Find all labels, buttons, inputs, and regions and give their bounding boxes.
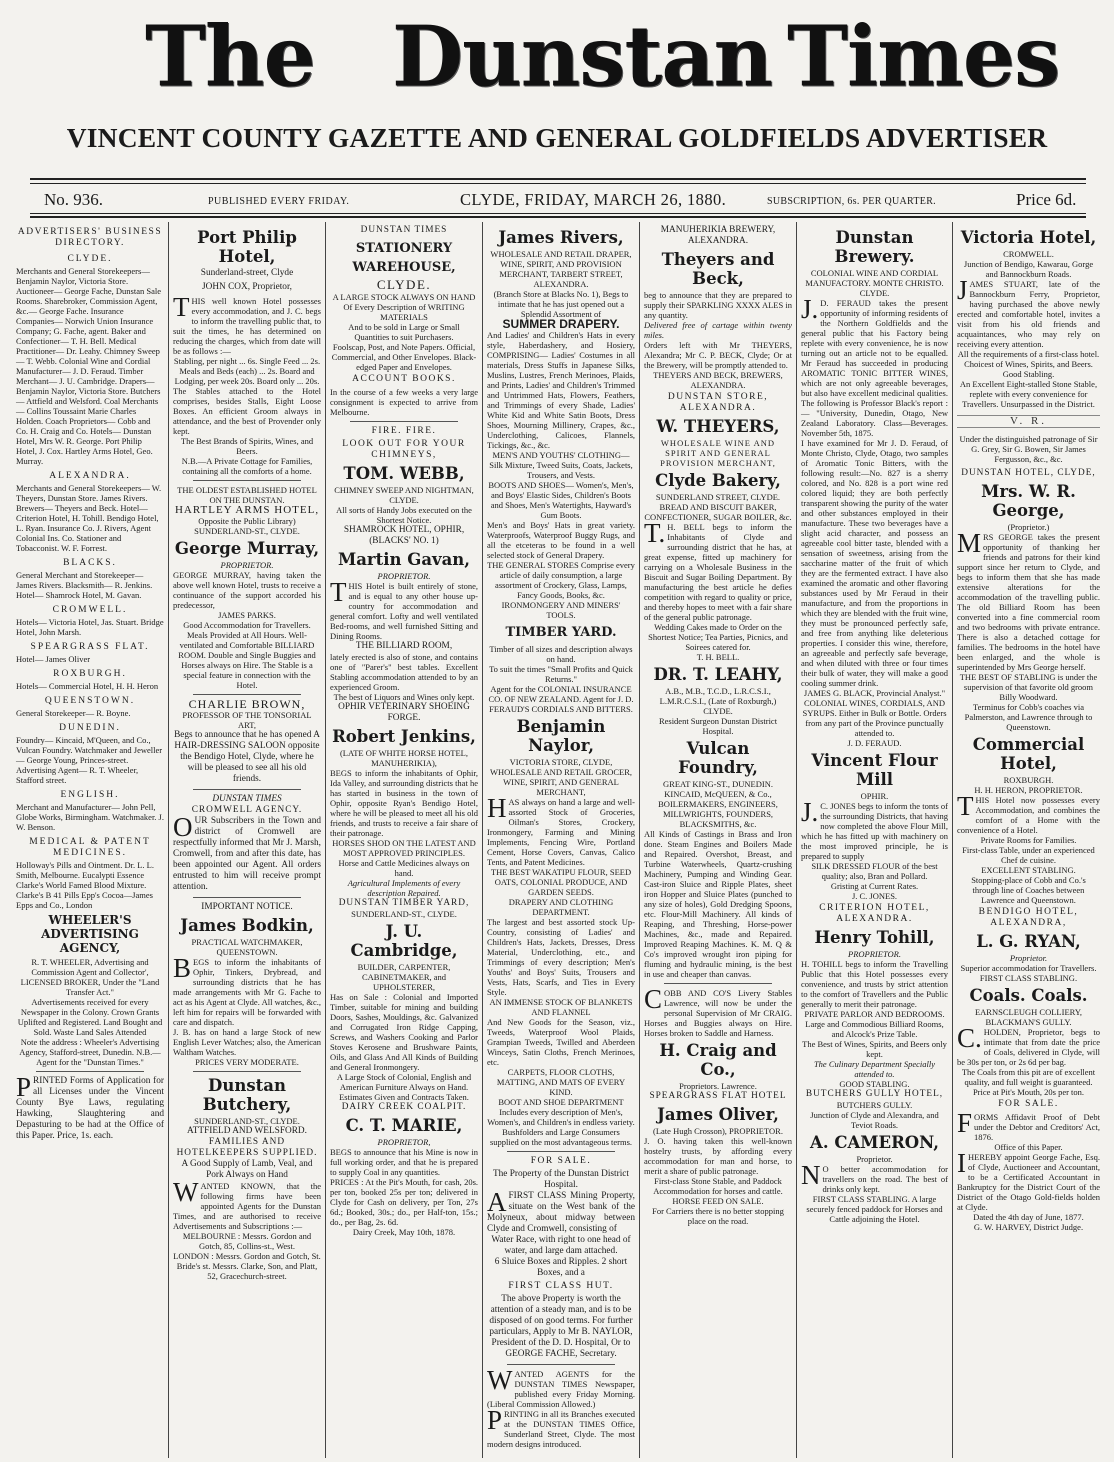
benjamin-naylor-drapery: DRAPERY AND CLOTHING DEPARTMENT. bbox=[508, 897, 614, 917]
w-theyers-sub: WHOLESALE WINE AND SPIRIT AND GENERAL PROVISION MERCHANT, bbox=[660, 438, 776, 468]
h-craig-prop: Proprietors. Lawrence. bbox=[679, 1081, 757, 1091]
commercial-hotel-title: Commercial Hotel, bbox=[972, 735, 1085, 773]
dr-leahy-title: DR. T. LEAHY, bbox=[653, 665, 783, 684]
directory-clyde: Merchants and General Storekeepers— Benjamin Naylor, Victoria Store. Auctioneer— George Fache, Dunstan Sale Rooms. Sharebroker, Commission Agent, &c.— George Fache. Insurance Companies— Norwich Union Insurance Company; G. Fache, agent. Baker and Confectioner— T. H. Bell. Medical Practitioner— Dr. Leahy. Chimney Sweep— T. Webb. Colonial Wine and Cordial Manufacturer— J. D. Feraud. Timber Merchant— J. U. Cambridge. Drapers— Benjamin Naylor, Victoria Store. Butchers— Attfield and Welsford. Coal Merchants— Collins Toussaint Marie Charles Holden. Coach Proprietors— Cobb and Co. H. Craig and Co. Hotels— Dunstan Hotel, Mrs W. R. George. Port Philip Hotel, J. Cox. Hartley Arms Hotel, Geo. Murray. bbox=[16, 266, 162, 466]
henry-tohill-text-3: Large and Commodious Billiard Rooms, and Alcock's Prize Table. bbox=[805, 1019, 944, 1039]
dunstan-times-head: DUNSTAN TIMES bbox=[360, 225, 448, 235]
issue-date: CLYDE, FRIDAY, MARCH 26, 1880. bbox=[460, 190, 727, 209]
for-sale-title: FOR SALE. bbox=[530, 1156, 592, 1166]
clyde-bakery-text-2: T.H. BELL begs to inform the Inhabitants of Clyde and surrounding district that he has, at great expense, fitted up machinery for carrying on a Wholesale Business in the Biscuit and Sugar Boiling Department. By manufacturing the best article he defies competition with regard to quality or price, and thereby hopes to meet with a fair share of the general public patronage. bbox=[644, 518, 792, 622]
ryan-title: L. G. RYAN, bbox=[976, 932, 1081, 951]
stationery-text: A LARGE STOCK ALWAYS ON HAND Of Every Description of WRITING MATERIALS bbox=[332, 292, 476, 322]
royal-patronage: Under the distinguished patronage of Sir G. Grey, Sir G. Bowen, Sir James Fergusson, &c., &c. bbox=[959, 434, 1098, 464]
james-oliver-title: James Oliver, bbox=[657, 1105, 779, 1124]
james-rivers-text-2: And Ladies' and Children's Hats in every style, Haberdashery, and Hosiery, COMPRISING— Ladies' Costumes in all materials, Dress Stuffs in Japanese Silks, Muslins, Lustres, French Merinoes, Plaids, and Prints, Ladies' and Children's Trimmed and Untrimmed Hats, Flowers, Feathers, and Trimmings of every Shade, Ladies' White Kid and White Satin Boots, Dress Shoes, Mourning Millinery, Crapes, &c., Underclothing, Calicoes, Flannels, Tickings, &c., &c. bbox=[487, 330, 635, 450]
martin-gavan-text: THIS Hotel is built entirely of stone, and is equal to any other house up-country for accommodation and general comfort. Lofty and well ventilated Bed-rooms, and well furnished Sitting and Dining Rooms. bbox=[330, 577, 478, 641]
charlie-brown-text: Begs to announce that he has opened A HAIR-DRESSING SALOON opposite the Bendigo Hotel, Clyde, where he will be pleased to see all his old friends. bbox=[174, 730, 320, 784]
manuherikia-brewery: MANUHERIKIA BREWERY, ALEXANDRA. bbox=[660, 225, 776, 246]
divider bbox=[664, 983, 772, 984]
benjamin-naylor-text: HAS always on hand a large and well-assorted Stock of Groceries, Oilman's Stores, Crockery, Ironmongery, Farming and Mining Implements, Fencing Wire, Portland Cement, Horse Covers, Canvas, Calico Tents, and Patent Medicines. bbox=[487, 793, 635, 867]
for-sale-text-5: The above Property is worth the attention of a steady man, and is to be disposed of on good terms. For further particulars, Apply to Mr B. NAYLOR, President of the D. D. Hospital, Or to GEORGE FACHE, Secretary. bbox=[489, 1294, 633, 1359]
henry-tohill-text-4: The Best of Wines, Spirits, and Beers only kept. bbox=[802, 1039, 947, 1059]
clyde-bakery-text: BREAD AND BISCUIT BAKER, CONFECTIONER, SUGAR BOILER, &c. bbox=[644, 502, 792, 522]
town-english: ENGLISH. bbox=[60, 790, 120, 800]
earnscleugh-text-2: The Coals from this pit are of excellent quality, and full weight is guaranteed. bbox=[961, 1067, 1096, 1087]
henry-tohill-prop: PROPRIETOR. bbox=[848, 949, 901, 959]
masthead-word-dunstan: Dunstan bbox=[392, 8, 773, 106]
port-philip-text: THIS well known Hotel possesses every accommodation, and J. C. begs to inform the travelling public that, to suit the times, he has determined on reducing the charges, which from date will be as follows :— bbox=[173, 292, 321, 356]
hartley-header: THE OLDEST ESTABLISHED HOTEL ON THE DUNSTAN. bbox=[177, 485, 317, 505]
account-books: ACCOUNT BOOKS. bbox=[352, 374, 456, 384]
dunstan-butchery-title: Dunstan Butchery, bbox=[202, 1076, 292, 1114]
henry-tohill-text-6: GOOD STABLING. bbox=[839, 1079, 910, 1089]
vincent-flour-mill-sub: OPHIR. bbox=[860, 791, 889, 801]
dunstan-butchery-families: FAMILIES AND HOTELKEEPERS SUPPLIED. bbox=[176, 1137, 318, 1158]
clyde-bakery-sign: T. H. BELL. bbox=[696, 652, 740, 662]
clyde-bakery-text-3: Wedding Cakes made to Order on the Shortest Notice; Tea Parties, Picnics, and Soirees catered for. bbox=[648, 622, 788, 652]
theyers-beck-text: beg to announce that they are prepared to supply their SPARKLING XXXX ALES in any quantity. bbox=[644, 290, 792, 320]
dunstan-brewery-text: J.D. FERAUD takes the present opportunity of informing residents of the Northern Goldfields and the general public that his Factory being replete with every convenience, he is now turning out an article not to be equalled. Mr Feraud has succeeded in producing AROMATIC TONIC BITTER WINES, which are not only agreeable beverages, but also have excellent medicinal qualities. The following is Professor Black's report :— "University, Dunedin, Otago, New Zealand Laboratory. Class—Beverages. November 5th, 1875. bbox=[801, 294, 948, 438]
mrs-george-title: Mrs. W. R. George, bbox=[981, 482, 1076, 520]
james-rivers-agent: Agent for the COLONIAL INSURANCE CO. OF NEW ZEALAND. Agent for J. D. FERAUD'S CORDIALS AND BITTERS. bbox=[488, 684, 634, 714]
robert-jenkins-text-2: HORSES SHOD ON THE LATEST AND MOST APPROVED PRINCIPLES. bbox=[332, 838, 476, 858]
for-sale-forms-text-2: Office of this Paper. bbox=[994, 1142, 1063, 1152]
royal-crest-icon: V. R. bbox=[957, 415, 1100, 428]
benjamin-naylor-title: Benjamin Naylor, bbox=[516, 717, 606, 755]
dunstan-brewery-title: Dunstan Brewery. bbox=[834, 228, 915, 266]
commercial-hotel-text-3: First-class Table, under an experienced Chef de cuisine. bbox=[962, 845, 1095, 865]
dr-leahy-sub: A.B., M.B., T.C.D., L.R.C.S.I., L.M.R.C.S.I., (Late of Roxburgh,) CLYDE. bbox=[659, 686, 777, 716]
james-oliver-text-2: First-class Stone Stable, and Paddock Accommodation for horses and cattle. bbox=[653, 1176, 783, 1196]
benjamin-naylor-boots: BOOT AND SHOE DEPARTMENT Includes every description of Men's, Women's, and Children's in endless variety. bbox=[487, 1097, 635, 1127]
james-rivers-text-4: Timber of all sizes and description always on hand. bbox=[489, 644, 633, 664]
marie-sign: Dairy Creek, May 10th, 1878. bbox=[352, 1227, 456, 1237]
dunstan-hotel-title: DUNSTAN HOTEL, CLYDE, bbox=[961, 468, 1096, 478]
licensed-broker: LICENSED BROKER, Under the "Land Transfer Act." bbox=[20, 977, 160, 997]
directory-english: Merchant and Manufacturer— John Pell, Globe Works, Birmingham. Watchmaker. J. W. Benson. bbox=[16, 802, 164, 832]
henry-tohill-title: Henry Tohill, bbox=[814, 928, 935, 947]
directory-queenstown: General Storekeeper— R. Boyne. bbox=[16, 708, 131, 718]
masthead-word-the: The bbox=[145, 8, 315, 106]
important-notice: IMPORTANT NOTICE. bbox=[201, 902, 293, 912]
dr-leahy-text: Resident Surgeon Dunstan District Hospital. bbox=[658, 716, 778, 736]
james-bodkin-watches: J. B. has on hand a large Stock of new English Lever Watches; also, the American Waltham Watches. bbox=[173, 1027, 321, 1057]
commercial-hotel-prop: H. H. HERON, PROPRIETOR. bbox=[974, 785, 1083, 795]
wheeler-text: R. T. WHEELER, Advertising and Commission Agent and Collector', bbox=[31, 957, 149, 977]
earnscleugh-text-3: Price at Pit's Mouth, 20s per ton. bbox=[972, 1087, 1085, 1097]
commercial-hotel-text: THIS Hotel now possesses every Accommodation, and combines the comfort of a Home with the convenience of a Hotel. bbox=[957, 791, 1100, 835]
james-bodkin-prices: PRICES VERY MODERATE. bbox=[195, 1057, 299, 1067]
george-murray-proprietor: PROPRIETOR. bbox=[220, 560, 274, 570]
benjamin-naylor-sub: VICTORIA STORE, CLYDE, WHOLESALE AND RETAIL GROCER, WINE, SPIRIT, AND GENERAL MERCHANT, bbox=[489, 757, 633, 797]
vulcan-foundry-text: KINCAID, McQUEEN, & Co., BOILERMAKERS, ENGINEERS, MILLWRIGHTS, FOUNDERS, BLACKSMITHS, &c. bbox=[658, 789, 778, 829]
vincent-flour-mill-text-3: Gristing at Current Rates. bbox=[830, 881, 919, 891]
printing-notice: PRINTING in all its Branches executed at the DUNSTAN TIMES Office, Sunderland Street, Clyde. The most modern designs introduced. bbox=[487, 1405, 635, 1449]
town-cromwell: CROMWELL. bbox=[52, 605, 128, 615]
commercial-hotel-sub: ROXBURGH. bbox=[1003, 775, 1054, 785]
stationery-text-4: In the course of a few weeks a very large consignment is expected to arrive from Melbourne. bbox=[330, 387, 478, 417]
dunstan-butchery-names: ATTFIELD AND WELSFORD. bbox=[187, 1126, 307, 1136]
martin-gavan-text-2: lately erected is also of stone, and contains one of "Parer's" best tables. Excellent Stabling accommodation attended to by an experienced Groom. bbox=[330, 652, 478, 692]
speargrass-hotel-title: SPEARGRASS FLAT HOTEL bbox=[649, 1091, 787, 1101]
page-columns bbox=[12, 222, 1104, 1458]
james-oliver-sub: (Late Hugh Crosson), PROPRIETOR. bbox=[653, 1126, 783, 1136]
charlie-brown-title: CHARLIE BROWN, bbox=[188, 697, 306, 711]
henry-tohill-text: H. TOHILL begs to inform the Travelling Public that this Hotel possesses every convenience, and trusts by strict attention to the comfort of Travellers and the Public generally to merit their patronage. bbox=[801, 959, 948, 1009]
earnscleugh-sub: BLACKMAN'S GULLY. bbox=[985, 1017, 1072, 1027]
divider bbox=[193, 897, 301, 898]
port-philip-rates: Stabling, per night ... 6s. Single Feed ... 2s. Meals and Beds (each) ... 2s. Board and Lodging, per week 20s. Board only ... 20s. bbox=[173, 356, 321, 386]
a-cameron-prop: Proprietor. bbox=[856, 1154, 893, 1164]
james-bodkin-title: James Bodkin, bbox=[180, 916, 314, 935]
martin-gavan-title: Martin Gavan, bbox=[337, 550, 471, 569]
robert-jenkins-sub: (LATE OF WHITE HORSE HOTEL, MANUHERIKIA), bbox=[339, 748, 469, 768]
masthead-subtitle: VINCENT COUNTY GAZETTE AND GENERAL GOLDFIELDS ADVERTISER bbox=[66, 122, 1048, 153]
dairy-creek-title: DAIRY CREEK COALPIT. bbox=[341, 1102, 467, 1112]
for-sale-forms-text: FORMS Affidavit Proof of Debt under the Debtor and Creditors' Act, 1876. bbox=[957, 1108, 1100, 1142]
commercial-hotel-text-4: EXCELLENT STABLING. bbox=[981, 865, 1076, 875]
james-rivers-text: (Branch Store at Blacks No. 1), Begs to intimate that he has just opened out a Splendid Assortment of bbox=[493, 289, 629, 319]
port-philip-brands: The Best Brands of Spirits, Wines, and Beers. bbox=[180, 436, 314, 456]
port-philip-address: Sunderland-street, Clyde bbox=[200, 268, 294, 278]
james-rivers-stores: THE GENERAL STORES Comprise every article of daily consumption, a large assortment of Crockery, Glass, Lamps, Fancy Goods, Books, &c. IRONMONGERY AND MINERS' TOOLS. bbox=[487, 560, 635, 620]
theyers-beck-title: Theyers and Beck, bbox=[661, 250, 775, 288]
vulcan-foundry-title: Vulcan Foundry, bbox=[678, 739, 758, 777]
column-4 bbox=[483, 222, 639, 1458]
fache-appointment: IHEREBY appoint George Fache, Esq. of Clyde, Auctioneer and Accountant, to be a Certificated Accountant in Bankruptcy for the District Court of the District of the Otago Gold-fields holden at Clyde. bbox=[957, 1148, 1100, 1212]
cambridge-text: Has on Sale : Colonial and Imported Timber, suitable for mining and building Doors, Sashes, Mouldings, &c. Galvanized and Corrugated Iron Ridge Capping, Screws, and Washers Cooking and Parlor Stoves Kerosene and Brushware Paints, Oils, and Glass And All Kinds of Building and General Ironmongery. bbox=[330, 992, 478, 1072]
hartley-address: Opposite the Public Library) SUNDERLAND-ST., CLYDE. bbox=[194, 516, 300, 536]
butchers-gully-sub: BUTCHERS GULLY. bbox=[836, 1100, 913, 1110]
ryan-text-2: FIRST CLASS STABLING. bbox=[979, 973, 1078, 983]
column-7 bbox=[953, 222, 1104, 1458]
vulcan-foundry-address: GREAT KING-ST., DUNEDIN. bbox=[663, 779, 773, 789]
divider bbox=[507, 1364, 615, 1365]
commercial-hotel-text-2: Private Rooms for Families. bbox=[980, 835, 1077, 845]
tom-webb-title: TOM. WEBB, bbox=[343, 464, 465, 483]
directory-medical: Holloway's Pills and Ointment. Dr. L. L. Smith, Melbourne. Eucalypti Essence Clarke's World Famed Blood Mixture. Clarke's B 41 Pills Epp's Cocoa—James Epps and Co., London bbox=[16, 860, 154, 910]
benjamin-naylor-carpets: CARPETS, FLOOR CLOTHS, MATTING, AND MATS OF EVERY KIND. bbox=[496, 1067, 626, 1097]
stationery-title: STATIONERY WAREHOUSE, bbox=[352, 241, 456, 275]
town-alexandra: ALEXANDRA. bbox=[49, 471, 131, 481]
town-blacks: BLACKS. bbox=[63, 558, 117, 568]
shamrock-hotel: SHAMROCK HOTEL, OPHIR, (BLACKS' NO. 1) bbox=[343, 525, 465, 546]
directory-blacks: General Merchant and Storekeeper— James Rivers. Blacksmith— R. Jenkins. Hotel— Shamrock Hotel, M. Gavan. bbox=[16, 570, 153, 600]
vincent-flour-mill-text-2: SILK DRESSED FLOUR of the best quality; also, Bran and Pollard. bbox=[811, 861, 938, 881]
port-philip-cottage: N.B.—A Private Cottage for Families, containing all the comforts of a home. bbox=[181, 456, 313, 476]
dunstan-butchery-address: SUNDERLAND-ST., CLYDE. bbox=[194, 1116, 300, 1126]
marie-text: BEGS to announce that his Mine is now in full working order, and that he is prepared to supply Coal in any quantities. bbox=[330, 1147, 478, 1177]
fache-appointment-date: Dated the 4th day of June, 1877. bbox=[973, 1212, 1084, 1222]
masthead-word-times: Times bbox=[787, 8, 1060, 106]
stationery-text-2: And to be sold in Large or Small Quantities to suit Purchasers. bbox=[348, 322, 460, 342]
cambridge-title: J. U. Cambridge, bbox=[350, 922, 458, 960]
benjamin-naylor-text-2: The largest and best assorted stock Up-Country, consisting of Ladies' and Children's Hats, Jackets, Dresses, Dress Material, Underclothing, etc., and Trimmings of every description; Men's Youths' and Boys' Suits, Trousers and Vests, Hats, Scarfs, and Ties in Every Style. bbox=[487, 917, 635, 997]
coals-title: Coals. Coals. bbox=[969, 986, 1088, 1005]
dunstan-store: DUNSTAN STORE, ALEXANDRA. bbox=[667, 392, 769, 413]
ryan-prop: Proprietor. bbox=[1009, 953, 1048, 963]
marie-prices: PRICES : At the Pit's Mouth, for cash, 20s. per ton, booked 25s per ton; delivered in Clyde for Cash on delivery, per Ton, 27s 6d.; Booked, 30s.; do., per Half-ton, 15s.; do., per Bag, 2s. 6d. bbox=[330, 1177, 478, 1227]
henry-tohill-text-5: The Culinary Department Specially attended to. bbox=[813, 1059, 936, 1079]
henry-tohill-text-2: PRIVATE PARLOR AND BEDROOMS. bbox=[804, 1009, 945, 1019]
hartley-services: Good Accommodation for Travellers. Meals Provided at All Hours. Well-ventilated and Comfortable BILLIARD ROOM. Double and Single Buggies and Horses always on Hire. The Stable is a special feature in connection with the Hotel. bbox=[178, 620, 316, 690]
vincent-flour-mill-text: J.C. JONES begs to inform the tonts of the surrounding Districts, that having now completed the above Flour Mill, which he has fitted up with machinery on the most improved principle, he is prepared to supply bbox=[801, 797, 948, 861]
port-philip-stables: The Stables attached to the Hotel comprises, besides Stalls, Eight Loose Boxes. An efficient Groom always in attendance, and the best of Provender only kept. bbox=[173, 386, 321, 436]
billiard-room: THE BILLIARD ROOM, bbox=[355, 641, 453, 651]
james-bodkin-sub: PRACTICAL WATCHMAKER, QUEENSTOWN. bbox=[191, 937, 303, 957]
james-oliver-text-4: For Carriers there is no better stopping place on the road. bbox=[652, 1206, 784, 1226]
town-speargrass: SPEARGRASS FLAT. bbox=[30, 642, 150, 652]
vincent-flour-mill-sign: J. C. JONES. bbox=[851, 891, 898, 901]
victoria-hotel-title: Victoria Hotel, bbox=[960, 228, 1097, 247]
look-out: LOOK OUT FOR YOUR CHIMNEYS, bbox=[342, 439, 466, 460]
cambridge-text-3: Estimates Given and Contracts Taken. bbox=[339, 1092, 469, 1102]
first-class-hut: FIRST CLASS HUT. bbox=[508, 1281, 614, 1291]
column-directory bbox=[12, 222, 168, 1458]
masthead bbox=[0, 0, 1114, 110]
theyers-beck-text-3: Orders left with Mr THEYERS, Alexandra; Mr C. P. BECK, Clyde; Or at the Brewery, will be promptly attended to. bbox=[644, 340, 792, 370]
stationery-text-3: Foolscap, Post, and Note Papers. Official, Commercial, and Other Envelopes. Black-edged Paper and Envelopes. bbox=[331, 342, 477, 372]
mrs-george-text-3: Terminus for Cobb's coaches via Palmerston, and Lawrence through to Queenstown. bbox=[964, 702, 1093, 732]
fache-appointment-sign: G. W. HARVEY, District Judge. bbox=[973, 1222, 1084, 1232]
timber-yard-address: SUNDERLAND-ST., CLYDE. bbox=[351, 909, 457, 919]
dunstan-times-cromwell: DUNSTAN TIMES bbox=[212, 794, 282, 804]
victoria-hotel-sub: CROMWELL. bbox=[1003, 249, 1054, 259]
divider bbox=[193, 480, 301, 481]
directory-speargrass: Hotel— James Oliver bbox=[16, 654, 91, 664]
town-roxburgh: ROXBURGH. bbox=[53, 669, 127, 679]
charlie-brown-sub: PROFESSOR OF THE TONSORIAL ART, bbox=[182, 710, 312, 730]
james-parks: JAMES PARKS. bbox=[218, 610, 276, 620]
benjamin-naylor-text-4: Bushfolders and Large Consumers supplied on the most advantageous terms. bbox=[489, 1127, 633, 1147]
stationery-clyde: CLYDE. bbox=[376, 277, 432, 292]
for-sale-forms: FOR SALE. bbox=[998, 1099, 1059, 1109]
town-dunedin: DUNEDIN. bbox=[59, 723, 121, 733]
bottom-rule-thin bbox=[30, 213, 1086, 214]
port-philip-proprietor: JOHN COX, Proprietor, bbox=[201, 282, 292, 292]
divider bbox=[193, 1071, 301, 1072]
robert-jenkins-title: Robert Jenkins, bbox=[332, 727, 476, 746]
hartley-title: HARTLEY ARMS HOTEL, bbox=[174, 504, 320, 516]
divider bbox=[193, 694, 301, 695]
cromwell-agency-text: OUR Subscribers in the Town and district of Cromwell are respectfully informed that Mr J. Marsh, Cromwell, from and after this date, has been appointed our Agent. All orders entrusted to him will receive prompt attention. bbox=[173, 812, 321, 892]
vulcan-foundry-text-2: All Kinds of Castings in Brass and Iron done. Steam Engines and Boilers Made and Repaired. Overshot, Breast, and Turbine Waterwheels, Quartz-crushing Machinery, Pumping and Winding Gear. Cast-iron Sluice and Ripple Plates, sheet iron Hopper and Sluice Plates (punched to any size of holes), Gold Dredging Spoons, etc. Flour-Mill Machinery. All kinds of Reaping, and Threshing, Horse-power Machines, &c., made and Repaired. Improved Reaping Machines. K. M. Q & Co's improved wrought iron piping for fluming and hydraulic mining, is the best in use and cheaper than canvas. bbox=[644, 829, 792, 979]
dunstan-butchery-text: A Good Supply of Lamb, Veal, and Pork Always on Hand bbox=[181, 1159, 313, 1180]
james-oliver-text: J. O. having taken this well-known hostelry trusts, by affording every accommodation for man and horse, to merit a share of public patronage. bbox=[644, 1136, 792, 1176]
dunstan-brewery-sign-2: J. D. FERAUD. bbox=[847, 738, 902, 748]
top-rule-thin bbox=[30, 183, 1086, 184]
for-sale-text-3: Water Race, with right to one head of water, and large dam attached. bbox=[491, 1235, 631, 1256]
w-theyers-title: W. THEYERS, bbox=[656, 417, 780, 436]
ryan-text: Superior accommodation for Travellers. bbox=[960, 963, 1097, 973]
victoria-hotel-text-5: An Excellent Eight-stalled Stone Stable, replete with every convenience for Travellers. Unsurpassed in the District. bbox=[959, 379, 1098, 409]
james-rivers-boots: BOOTS AND SHOES— Women's, Men's, and Boys' Elastic Sides, Children's Boots and Shoes, Men's Watertights, Hayward's Gum Boots. bbox=[488, 480, 634, 520]
top-rule bbox=[30, 178, 1086, 180]
james-bodkin-text: BEGS to inform the inhabitants of Ophir, Tinkers, Drybread, and surrounding districts that he has made arrangements with Mr G. Fache to act as his Agent at Clyde. All watches, &c., left him for repairs will be forwarded with care and dispatch. bbox=[173, 953, 321, 1027]
commercial-hotel-text-5: Stopping-place of Cobb and Co.'s through line of Coaches between Lawrence and Queenstown. bbox=[971, 875, 1086, 905]
mrs-george-prop: (Proprietor.) bbox=[1007, 522, 1050, 532]
directory-cromwell: Hotels— Victoria Hotel, Jas. Stuart. Bridge Hotel, John Marsh. bbox=[16, 617, 164, 637]
a-cameron-text-2: FIRST CLASS STABLING. A large securely fenced paddock for Horses and Cattle adjoining the Hotel. bbox=[806, 1194, 943, 1224]
subscription-note: SUBSCRIPTION, 6s. PER QUARTER. bbox=[767, 196, 936, 207]
directory-roxburgh: Hotels— Commercial Hotel, H. H. Heron bbox=[16, 681, 159, 691]
victoria-hotel-text: Junction of Bendigo, Kawarau, Gorge and Bannockburn Roads. bbox=[963, 259, 1094, 279]
h-craig-title: H. Craig and Co., bbox=[659, 1041, 777, 1079]
theyers-beck-text-2: Delivered free of cartage within twenty miles. bbox=[644, 320, 792, 340]
divider bbox=[36, 1071, 144, 1072]
martin-gavan-text-3: The best of Liquors and Wines only kept. bbox=[333, 692, 475, 702]
town-queenstown: QUEENSTOWN. bbox=[44, 696, 136, 706]
divider bbox=[350, 421, 458, 422]
james-oliver-text-3: HORSE FEED ON SALE. bbox=[672, 1196, 764, 1206]
victoria-hotel-text-4: Choicest of Wines, Spirits, and Beers. Good Stabling. bbox=[964, 359, 1093, 379]
for-sale-text-2: AFIRST CLASS Mining Property, situate on the West bank of the Molyneux, about midway between Clyde and Cromwell, consisting of bbox=[487, 1187, 635, 1234]
robert-jenkins-text-3: Horse and Cattle Medicines always on hand. bbox=[338, 858, 470, 878]
column-2 bbox=[169, 222, 325, 1458]
butchers-gully-title: BUTCHERS GULLY HOTEL, bbox=[805, 1089, 944, 1099]
dunstan-brewery-text-3: COLONIAL WINES, CORDIALS, AND SYRUPS. Either in Bulk or Bottle. Orders from any part of the Province punctually attended to. bbox=[802, 698, 947, 738]
wanted-agents: WANTED AGENTS for the DUNSTAN TIMES Newspaper, published every Friday Morning. (Liberal Commission Allowed.) bbox=[487, 1365, 635, 1409]
clyde-bakery-address: SUNDERLAND STREET, CLYDE. bbox=[655, 492, 781, 502]
a-cameron-text: NO better accommodation for travellers on the road. The best of drinks only kept. bbox=[801, 1160, 948, 1194]
mrs-george-text: MRS GEORGE takes the present opportunity of thanking her friends and patrons for their kind support since her return to Clyde, and begs to inform them that she has made extensive alterations for the accommodation of the travelling public. The old Billiard Room has been converted into a fine commercial room and two bedrooms with private entrance. There is also a detached cottage for families. The bedrooms in the hotel have been enlarged, and the whole is superintended by Mrs George herself. bbox=[957, 528, 1100, 672]
directory-header: ADVERTISERS' BUSINESS DIRECTORY. bbox=[17, 227, 163, 248]
wheeler-title: WHEELER'S ADVERTISING AGENCY, bbox=[41, 913, 139, 955]
issue-number: No. 936. bbox=[44, 190, 104, 209]
timber-yard-rivers: TIMBER YARD. bbox=[505, 625, 617, 640]
directory-dunedin: Foundry— Kincaid, M'Queen, and Co., Vulcan Foundry. Watchmaker and Jeweller— George Young, Princes-street. Advertising Agent— R. T. Wheeler, Stafford street. bbox=[16, 735, 163, 785]
agents-melbourne: MELBOURNE : Messrs. Gordon and Gotch, 85, Collins-st., West. bbox=[182, 1231, 312, 1251]
column-3 bbox=[326, 222, 482, 1458]
victoria-hotel-text-3: All the requirements of a first-class hotel. bbox=[957, 349, 1100, 359]
published-note: PUBLISHED EVERY FRIDAY. bbox=[208, 196, 350, 207]
cambridge-sub: BUILDER, CARPENTER, CABINETMAKER, and UPHOLSTERER, bbox=[357, 962, 451, 992]
benjamin-naylor-text-3: And New Goods for the Season, viz., Tweeds, Waterproof Wool Plaids, Grampian Tweeds, Twilled and Aberdeen Winceys, Satin Cloths, French Merinoes, etc. bbox=[487, 1017, 635, 1067]
printed-forms-notice: PRINTED Forms of Application for all Licenses under the Vincent County Bye Laws, regulating Hawking, Slaughtering and Depasturing to be had at the Office of this Paper. Price, 1s. each. bbox=[16, 1072, 164, 1141]
butchers-gully-text: Junction of Clyde and Alexandra, and Teviot Roads. bbox=[810, 1110, 939, 1130]
james-rivers-sub: WHOLESALE AND RETAIL DRAPER, WINE, SPIRIT, AND PROVISION MERCHANT, TARBERT STREET, ALEXANDRA. bbox=[490, 249, 632, 289]
cambridge-text-2: A Large Stock of Colonial, English and American Furniture Always on Hand. bbox=[336, 1072, 472, 1092]
divider bbox=[507, 1151, 615, 1152]
summer-drapery: SUMMER DRAPERY. bbox=[502, 317, 620, 331]
george-murray-title: George Murray, bbox=[174, 539, 320, 558]
robert-jenkins-text-4: Agricultural Implements of every description Repaired. bbox=[347, 878, 461, 898]
cobb-text: COBB AND CO'S Livery Stables Lawrence, will now be under the personal Supervision of Mr CRAIG. Horses and Buggies always on Hire. Horses broken to Saddle and Harness. bbox=[644, 984, 792, 1038]
column-6 bbox=[797, 222, 952, 1458]
george-murray-text: GEORGE MURRAY, having taken the above well known Hotel, trusts to receive a continuance of the support accorded his predecessor, bbox=[173, 570, 321, 610]
ophir-veterinary: OPHIR VETERINARY SHOEING FORGE. bbox=[338, 702, 470, 723]
bottom-rule bbox=[30, 216, 1086, 218]
clyde-bakery-title: Clyde Bakery, bbox=[655, 471, 781, 490]
price: Price 6d. bbox=[1016, 190, 1077, 209]
tom-webb-sub: CHIMNEY SWEEP AND NIGHTMAN, CLYDE. bbox=[334, 485, 474, 505]
mrs-george-text-2: THE BEST OF STABLING is under the supervision of that favorite old groom Billy Woodward. bbox=[959, 672, 1098, 702]
a-cameron-title: A. CAMERON, bbox=[810, 1133, 939, 1152]
wanted-known-text: WANTED KNOWN, that the following firms have been appointed Agents for the Dunstan Times, and are authorised to receive Advertisements and Subscriptions :— bbox=[173, 1177, 321, 1231]
for-sale-text-4: 6 Sluice Boxes and Ripples. 2 short Boxes, and a bbox=[494, 1257, 628, 1278]
dunstan-brewery-sub: COLONIAL WINE AND CORDIAL MANUFACTORY. MONTE CHRISTO. CLYDE. bbox=[805, 268, 944, 298]
timber-yard-title: DUNSTAN TIMBER YARD, bbox=[338, 898, 470, 908]
column-5 bbox=[640, 222, 796, 1458]
dunstan-brewery-sign: JAMES G. BLACK, Provincial Analyst." bbox=[803, 688, 946, 698]
james-rivers-men: MEN'S AND YOUTHS' CLOTHING— Silk Mixture, Tweed Suits, Coats, Jackets, Trousers, and Vests. bbox=[489, 450, 633, 480]
bendigo-hotel: BENDIGO HOTEL, ALEXANDRA, bbox=[978, 907, 1079, 928]
medical-header: MEDICAL & PATENT MEDICINES. bbox=[29, 837, 151, 858]
agents-london: LONDON : Messrs. Gordon and Gotch, St. Bride's st. Messrs. Clarke, Son, and Platt, 52, Gracechurch-street. bbox=[173, 1251, 321, 1281]
victoria-hotel-text-2: JAMES STUART, late of the Bannockburn Ferry, Proprietor, having purchased the above newly erected and comfortable hotel, invites a visit from his old friends and acquaintances, who may rely on receiving every attention. bbox=[957, 275, 1100, 349]
for-sale-text: The Property of the Dunstan District Hospital. bbox=[492, 1169, 630, 1190]
tom-webb-text: All sorts of Handy Jobs executed on the Shortest Notice. bbox=[336, 505, 472, 525]
theyers-beck-sign: THEYERS AND BECK, BREWERS, ALEXANDRA. bbox=[653, 370, 783, 390]
criterion-hotel: CRITERION HOTEL, ALEXANDRA. bbox=[819, 903, 930, 924]
wheeler-services: Advertisements received for every Newspaper in the Colony. Crown Grants Uplifted and Registered. Land Bought and Sold. Waste Land Sales Attended bbox=[17, 997, 163, 1037]
benjamin-naylor-flour: THE BEST WAKATIPU FLOUR, SEED OATS, COLONIAL PRODUCE, AND GARDEN SEEDS. bbox=[490, 867, 632, 897]
town-clyde: CLYDE. bbox=[67, 254, 113, 264]
port-philip-title: Port Philip Hotel, bbox=[197, 228, 297, 266]
james-rivers-title: James Rivers, bbox=[498, 228, 624, 247]
james-rivers-text-5: To suit the times "Small Profits and Quick Returns." bbox=[489, 664, 633, 684]
earnscleugh-text: C.HOLDEN, Proprietor, begs to intimate that from date the price of Coals, delivered in Clyde, will be 30s per ton, or 2s 6d per bag. bbox=[957, 1023, 1100, 1067]
robert-jenkins-text: BEGS to inform the inhabitants of Ophir, Ida Valley, and surrounding districts that he has started in business in the town of Ophir, opposite Ryan's Bendigo Hotel, where he will be pleased to meet all his old friends, and trusts to receive a fair share of their patronage. bbox=[330, 768, 478, 838]
directory-alexandra: Merchants and General Storekeepers— W. Theyers, Dunstan Store. James Rivers. Brewers— Theyers and Beck. Hotel— Criterion Hotel, H. Tohill. Bendigo Hotel, L. Ryan. Insurance Co. J. Rivers, Agent Colonial Ins. Co. Stationer and Tobacconist. W. F. Forrest. bbox=[16, 483, 162, 553]
wheeler-address: Note the address : Wheeler's Advertising Agency, Stafford-street, Dunedin. N.B.— Agent for the "Dunstan Times." bbox=[19, 1037, 161, 1067]
vincent-flour-mill-title: Vincent Flour Mill bbox=[811, 751, 938, 789]
cromwell-agency: CROMWELL AGENCY. bbox=[191, 805, 303, 815]
james-rivers-text-3: Men's and Boys' Hats in great variety. Waterproofs, Waterproof Buggy Rugs, and all the etceteras to be found in a well selected stock of General Drapery. bbox=[487, 520, 635, 560]
marie-proprietor: PROPRIETOR, bbox=[377, 1137, 431, 1147]
martin-gavan-proprietor: PROPRIETOR. bbox=[377, 571, 431, 581]
benjamin-naylor-blankets: AN IMMENSE STOCK OF BLANKETS AND FLANNEL bbox=[489, 997, 633, 1017]
fire-fire: FIRE. FIRE. bbox=[371, 426, 437, 436]
earnscleugh-title: EARNSCLEUGH COLLIERY, bbox=[974, 1007, 1083, 1017]
dunstan-brewery-text-2: I have examined for Mr J. D. Feraud, of Monte Christo, Clyde, Otago, two samples of Aromatic Tonic Bitters, with the following result:—No. 827 is a sherry colored, and No. 828 is a port wine red colored liquid; they are both perfectly transparent showing the purity of the water and other substances employed in their manufacture. These two beverages have a slight acid character, and possess an agreeable cool bitter taste, blended with a sensation of sweetness, arising from the saccharine matter of the fruit of which they are the fermented extract. I have also examined the aromatic and other flavoring substances used by Mr Feraud in their manufacture, and from the proportions in which they are blended with the fruit wine, they must be pronounced perfectly safe, and free from anything like deleterious properties. I consider this wine, therefore, an agreeable and perfectly safe beverage, and when diluted with three or four times their bulk of water, they will make a good cooling summer drink. bbox=[801, 438, 948, 688]
marie-title: C. T. MARIE, bbox=[345, 1116, 463, 1135]
divider bbox=[193, 789, 301, 790]
